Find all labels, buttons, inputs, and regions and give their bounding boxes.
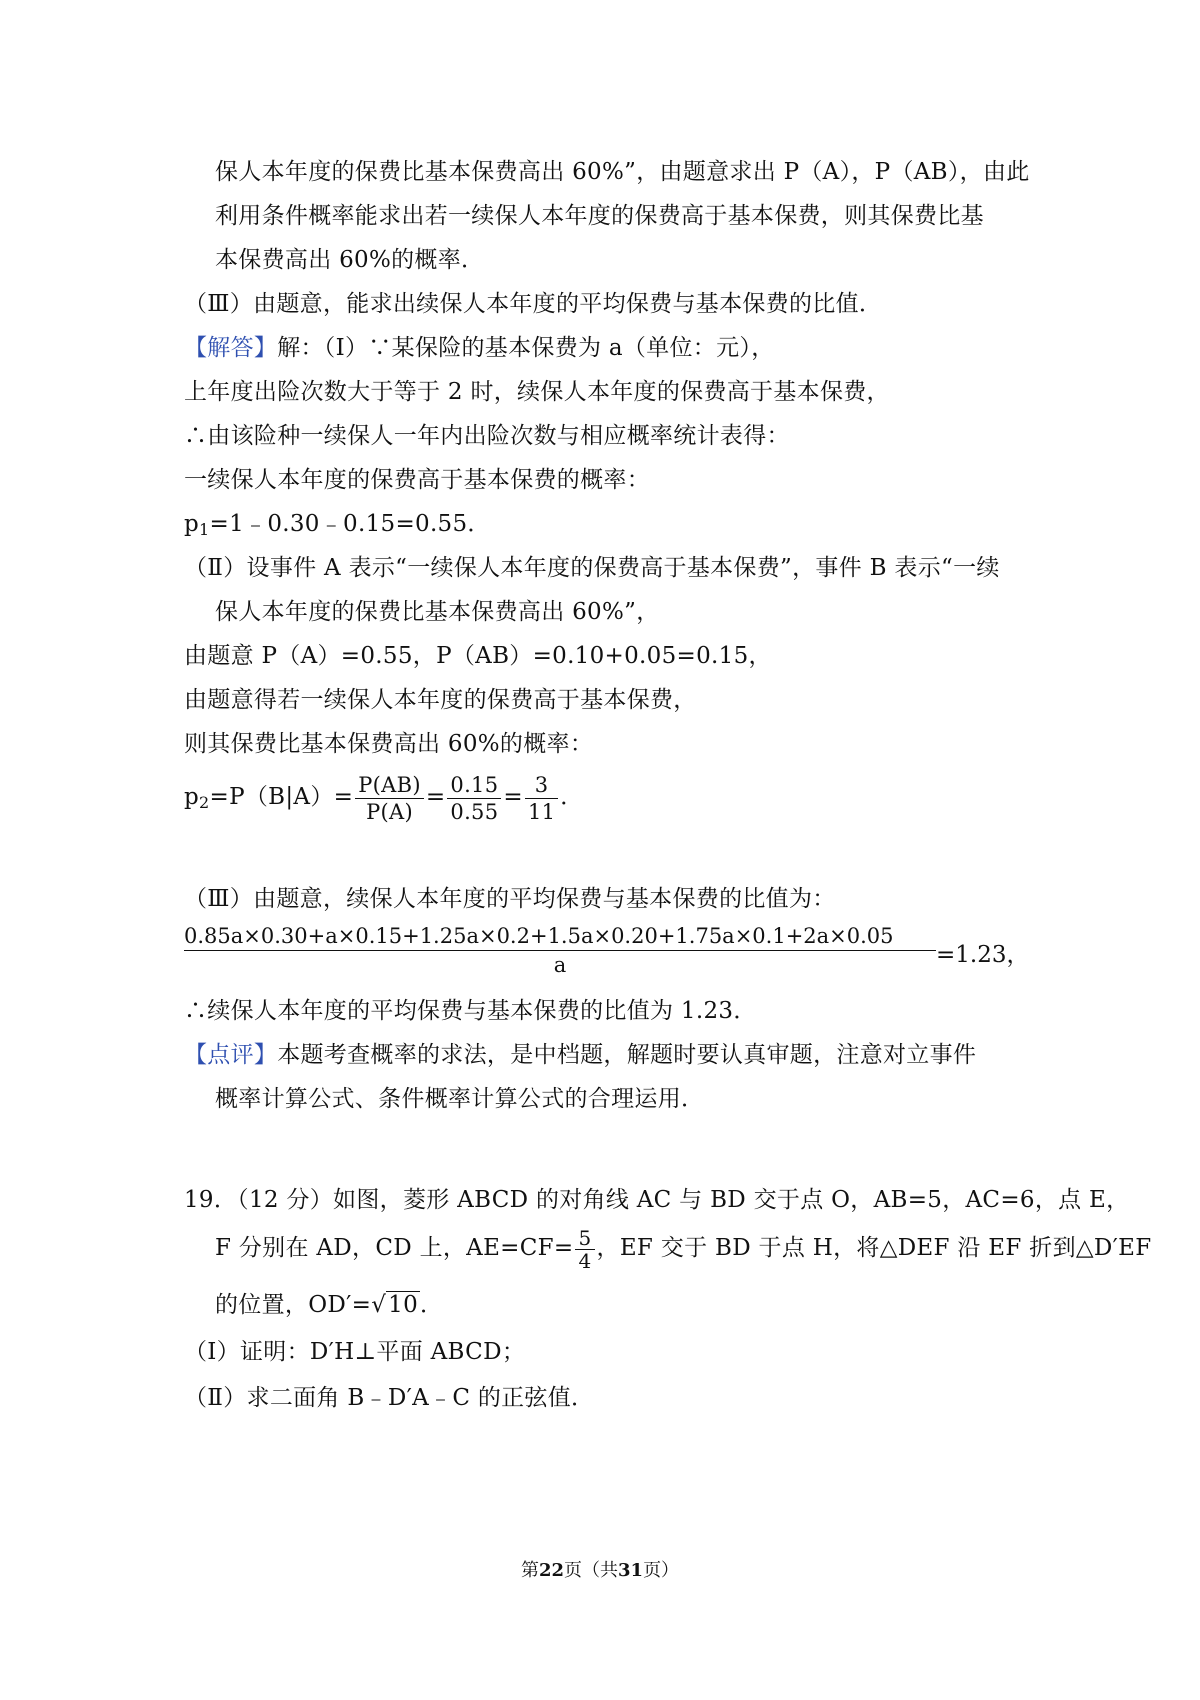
footer-text: 页（共 xyxy=(564,1560,618,1581)
denominator: P(A) xyxy=(366,799,413,824)
text-line: 保人本年度的保费比基本保费高出 60%”，由题意求出 P（A），P（AB），由此 xyxy=(215,159,1030,185)
answer-text: 解：（Ⅰ）∵某保险的基本保费为 a（单位：元）， xyxy=(277,335,775,361)
denominator: 11 xyxy=(527,799,556,824)
denominator: 0.55 xyxy=(450,799,499,824)
denominator: 4 xyxy=(578,1248,592,1273)
answer-line xyxy=(184,333,775,363)
text-line: 本保费高出 60%的概率． xyxy=(215,247,485,273)
ratio-fraction xyxy=(184,922,1030,979)
period: ． xyxy=(560,784,584,810)
question-text: F 分别在 AD，CD 上，AE=CF= xyxy=(215,1235,574,1261)
fraction xyxy=(525,772,558,825)
denominator: a xyxy=(553,953,567,977)
question-line: 19．（12 分）如图，菱形 ABCD 的对角线 AC 与 BD 交于点 O，AB=5，AC=6，点 E， xyxy=(184,1187,1130,1213)
text-line: （Ⅲ）由题意，能求出续保人本年度的平均保费与基本保费的比值． xyxy=(184,291,883,317)
numerator: 5 xyxy=(575,1227,594,1250)
text-line: ∴由该险种一续保人一年内出险次数与相应概率统计表得： xyxy=(184,423,790,449)
equals: = xyxy=(503,784,523,810)
fraction xyxy=(355,772,424,825)
sqrt-expression: √10 xyxy=(371,1292,419,1318)
text-line: 概率计算公式、条件概率计算公式的合理运用． xyxy=(215,1086,705,1112)
comment-tag: 【点评】 xyxy=(184,1042,278,1068)
question-line xyxy=(215,1290,443,1320)
text-line: 则其保费比基本保费高出 60%的概率： xyxy=(184,731,594,757)
numerator: 3 xyxy=(525,772,558,799)
p-symbol: p xyxy=(184,511,200,537)
subscript: 1 xyxy=(199,520,210,539)
page-footer xyxy=(0,1556,1200,1582)
text-line: （Ⅰ）证明：D′H⊥平面 ABCD； xyxy=(184,1339,526,1365)
total-pages: 31 xyxy=(618,1560,644,1581)
text-line: 利用条件概率能求出若一续保人本年度的保费高于基本保费，则其保费比基 xyxy=(215,203,984,229)
page-number: 22 xyxy=(538,1560,564,1581)
formula-p2 xyxy=(184,770,584,830)
comment-text: 本题考查概率的求法，是中档题，解题时要认真审题，注意对立事件 xyxy=(277,1042,977,1068)
text-line: 由题意得若一续保人本年度的保费高于基本保费， xyxy=(184,687,697,713)
text-line: 保人本年度的保费比基本保费高出 60%”， xyxy=(215,599,660,625)
question-text: 的位置，OD′= xyxy=(215,1292,372,1318)
numerator: 0.15 xyxy=(447,772,501,799)
result: =1.23， xyxy=(936,942,1030,968)
comment-line xyxy=(184,1040,976,1070)
equals: = xyxy=(425,784,446,810)
text-line: 上年度出险次数大于等于 2 时，续保人本年度的保费高于基本保费， xyxy=(184,379,890,405)
text-line: 由题意 P（A）=0.55，P（AB）=0.10+0.05=0.15， xyxy=(184,643,772,669)
period: ． xyxy=(420,1292,444,1318)
numerator: P(AB) xyxy=(355,772,424,799)
footer-text: 页） xyxy=(643,1560,680,1581)
formula-p1 xyxy=(184,509,491,545)
fraction xyxy=(447,772,501,825)
fraction xyxy=(575,1227,594,1272)
answer-tag: 【解答】 xyxy=(184,335,278,361)
footer-text: 第 xyxy=(520,1560,539,1581)
text-line: （Ⅲ）由题意，续保人本年度的平均保费与基本保费的比值为： xyxy=(184,886,836,912)
question-line xyxy=(215,1222,1151,1274)
p-symbol: p xyxy=(184,784,200,810)
text-line: 一续保人本年度的保费高于基本保费的概率： xyxy=(184,467,650,493)
text-line: （Ⅱ）设事件 A 表示“一续保人本年度的保费高于基本保费”，事件 B 表示“一续 xyxy=(184,555,1000,581)
subscript: 2 xyxy=(199,793,210,812)
formula-text: =1﹣0.30﹣0.15=0.55． xyxy=(209,511,491,537)
numerator: 0.85a×0.30+a×0.15+1.25a×0.2+1.5a×0.20+1.75a×0.1+2a×0.05 xyxy=(184,922,936,951)
formula-text: =P（B|A）= xyxy=(209,784,354,810)
question-text: ，EF 交于 BD 于点 H，将△DEF 沿 EF 折到△D′EF xyxy=(596,1235,1152,1261)
text-line: （Ⅱ）求二面角 B﹣D′A﹣C 的正弦值． xyxy=(184,1385,595,1411)
text-line: ∴续保人本年度的平均保费与基本保费的比值为 1.23． xyxy=(184,998,757,1024)
radicand: 10 xyxy=(388,1292,419,1318)
